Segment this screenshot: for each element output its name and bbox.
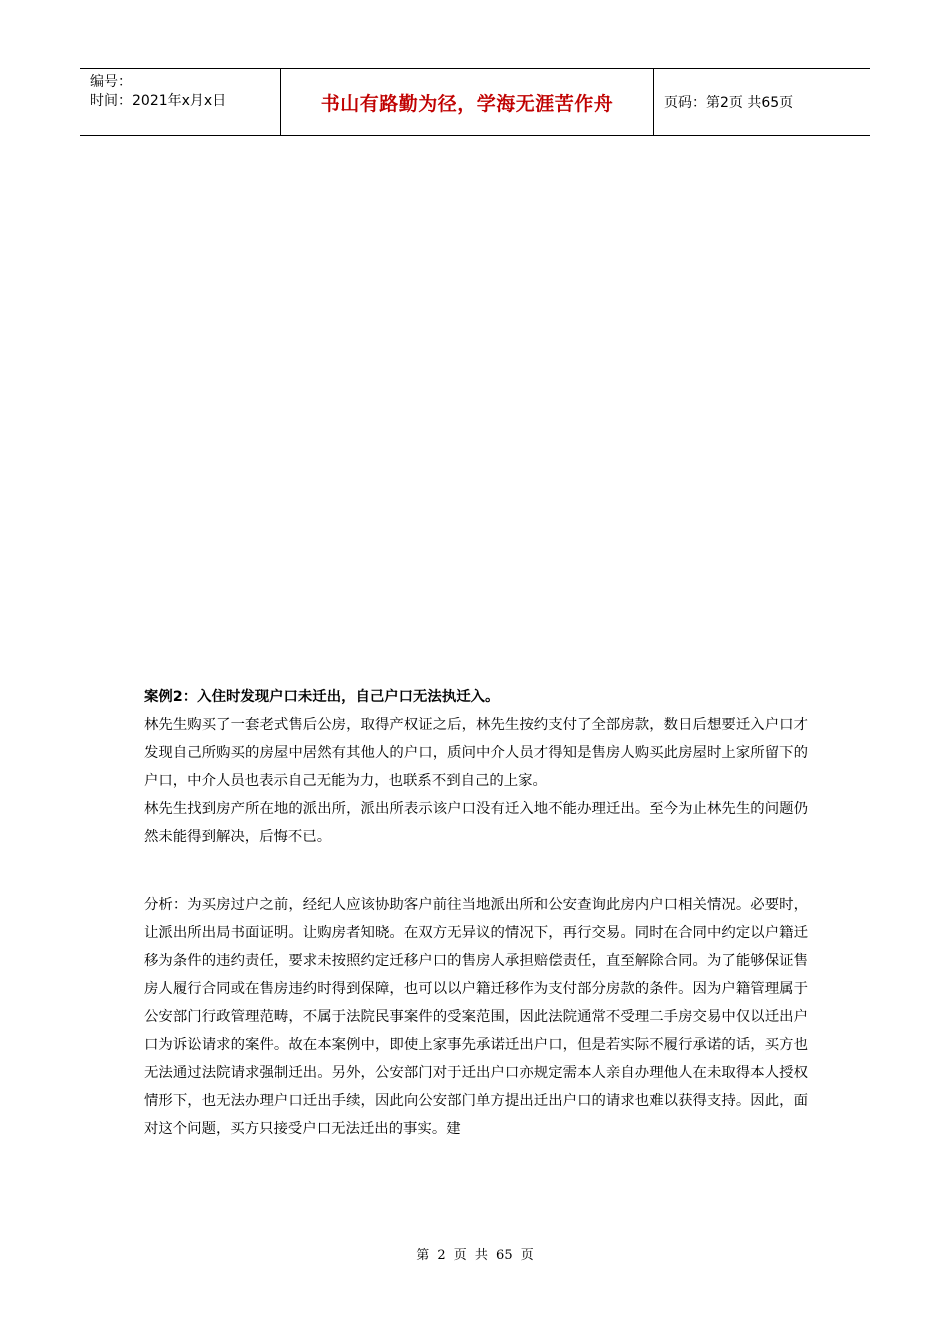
page-footer: 第 2 页 共 65 页 bbox=[416, 1248, 534, 1263]
case-title: 案例2：入住时发现户口未迁出，自己户口无法执迁入。 bbox=[144, 689, 500, 705]
case-paragraph-2: 林先生找到房产所在地的派出所，派出所表示该户口没有迁入地不能办理迁出。至今为止林先生的问题仍然未能得到解决，后悔不已。 bbox=[144, 801, 808, 845]
document-body bbox=[144, 683, 808, 1143]
header-motto: 书山有路勤为径，学海无涯苦作舟 bbox=[320, 92, 614, 115]
header-meta bbox=[80, 69, 281, 135]
page-header bbox=[80, 68, 870, 136]
header-motto-cell bbox=[281, 69, 654, 135]
analysis-paragraph: 分析：为买房过户之前，经纪人应该协助客户前往当地派出所和公安查询此房内户口相关情况。必要时，让派出所出局书面证明。让购房者知晓。在双方无异议的情况下，再行交易。同时在合同中约定以户籍迁移为条件的违约责任，要求未按照约定迁移户口的售房人承担赔偿责任，直至解除合同。为了能够保证售房人履行合同或在售房违约时得到保障，也可以以户籍迁移作为支付部分房款的条件。因为户籍管理属于公安部门行政管理范畴，不属于法院民事案件的受案范围，因此法院通常不受理二手房交易中仅以迁出户口为诉讼请求的案件。故在本案例中，即使上家事先承诺迁出户口，但是若实际不履行承诺的话，买方也无法通过法院请求强制迁出。另外，公安部门对于迁出户口亦规定需本人亲自办理他人在未取得本人授权情形下，也无法办理户口迁出手续，因此向公安部门单方提出迁出户口的请求也难以获得支持。因此，面对这个问题，买方只接受户口无法迁出的事实。建 bbox=[144, 897, 808, 1137]
document-number-label: 编号： bbox=[90, 74, 132, 90]
case-paragraph-1: 林先生购买了一套老式售后公房，取得产权证之后，林先生按约支付了全部房款，数日后想要迁入户口才发现自己所购买的房屋中居然有其他人的户口，质问中介人员才得知是售房人购买此房屋时上家所留下的户口，中介人员也表示自己无能为力，也联系不到自己的上家。 bbox=[144, 717, 808, 789]
paragraph-gap bbox=[144, 851, 808, 891]
header-page-code: 页码：第2页 共65页 bbox=[664, 95, 794, 111]
document-time-label: 时间：2021年x月x日 bbox=[90, 93, 227, 109]
